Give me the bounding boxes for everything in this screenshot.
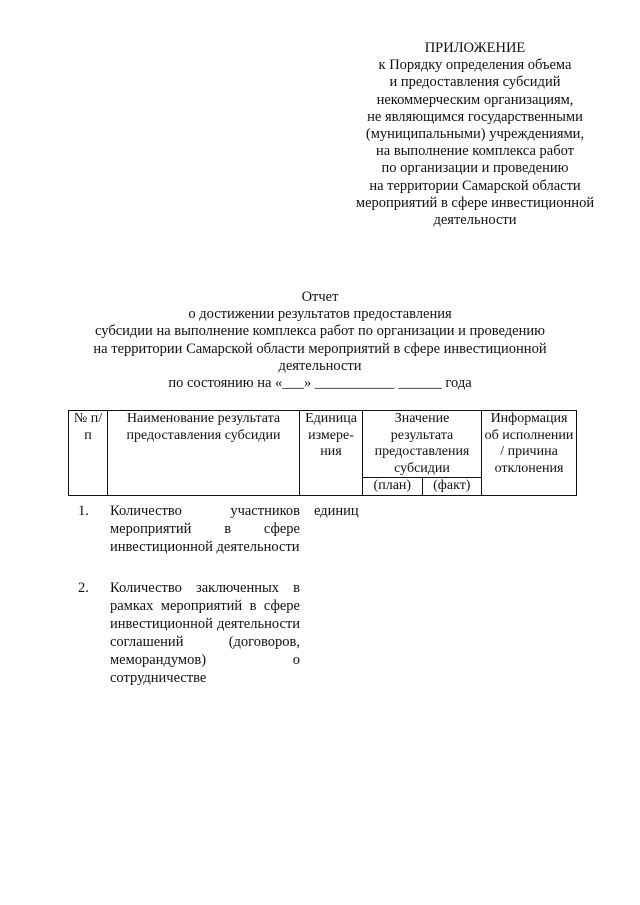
col-header-unit: Единица измере-ния bbox=[300, 411, 363, 496]
appendix-line: и предоставления субсидий bbox=[389, 74, 561, 91]
report-subtitle-line: деятельности bbox=[278, 357, 362, 374]
report-subtitle-line: субсидии на выполнение комплекса работ по организации и проведению bbox=[95, 323, 545, 340]
appendix-header bbox=[320, 40, 630, 229]
appendix-title: ПРИЛОЖЕНИЕ bbox=[424, 40, 526, 56]
row-unit: единиц bbox=[314, 503, 359, 519]
appendix-line: (муниципальными) учреждениями, bbox=[365, 126, 585, 143]
table-body bbox=[78, 502, 618, 710]
col-header-name: Наименование результата предоставления субсидии bbox=[108, 411, 300, 496]
col-header-fact: (факт) bbox=[422, 478, 481, 496]
row-number: 1. bbox=[78, 503, 89, 519]
row-unit bbox=[300, 579, 314, 687]
appendix-line: деятельности bbox=[433, 212, 517, 229]
appendix-line: на выполнение комплекса работ bbox=[376, 143, 574, 160]
table-row bbox=[78, 579, 618, 687]
report-title-block bbox=[40, 289, 600, 392]
col-header-value: Значение результата предоставления субсидии bbox=[363, 411, 482, 478]
report-date-line: по состоянию на «___» ___________ ______ года bbox=[168, 375, 472, 392]
appendix-line: некоммерческим организациям, bbox=[376, 91, 574, 108]
row-name: Количество заключенных в рамках мероприятий в сфере инвестиционной деятельности соглашений (договоров, меморандумов) о сотрудничестве bbox=[110, 580, 300, 686]
appendix-line: мероприятий в сфере инвестиционной bbox=[355, 194, 595, 211]
report-table bbox=[68, 410, 577, 496]
table-row bbox=[78, 502, 618, 556]
row-name: Количество участников мероприятий в сфере инвестиционной деятельности bbox=[110, 503, 300, 555]
appendix-line: не являющимся государственными bbox=[367, 108, 583, 125]
appendix-line: к Порядку определения объема bbox=[378, 57, 572, 74]
col-header-plan: (план) bbox=[363, 478, 423, 496]
report-subtitle-line: на территории Самарской области мероприятий в сфере инвестиционной bbox=[93, 340, 547, 357]
report-title: Отчет bbox=[301, 289, 339, 305]
row-number: 2. bbox=[78, 580, 89, 596]
appendix-line: по организации и проведению bbox=[381, 160, 569, 177]
col-header-num: № п/п bbox=[69, 411, 108, 496]
col-header-info: Информация об исполнении / причина отклонения bbox=[482, 411, 577, 496]
appendix-line: на территории Самарской области bbox=[369, 177, 581, 194]
report-subtitle-line: о достижении результатов предоставления bbox=[188, 306, 452, 323]
